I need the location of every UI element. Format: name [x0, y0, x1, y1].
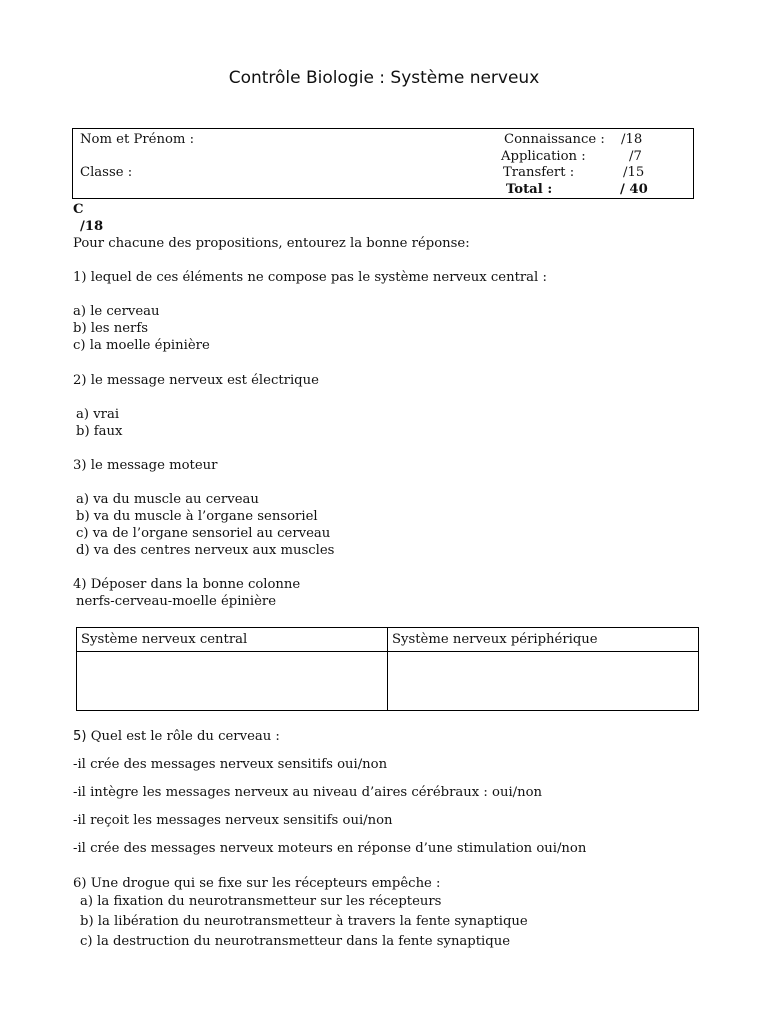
q1-option-b[interactable]: b) les nerfs: [73, 321, 149, 336]
column-header-peripheral: Système nerveux périphérique: [388, 628, 699, 652]
question-5-text: Quel est le rôle du cerveau :: [86, 729, 280, 744]
section-letter: C: [73, 202, 84, 217]
answer-cell-peripheral[interactable]: [388, 652, 699, 711]
question-4: 4) Déposer dans la bonne colonne: [73, 577, 301, 592]
q5-option-3[interactable]: -il reçoit les messages nerveux sensitifs oui/non: [73, 813, 393, 828]
question-5-number: 5): [73, 729, 87, 744]
connaissance-label: Connaissance :: [504, 132, 605, 147]
q5-option-4[interactable]: -il crée des messages nerveux moteurs en réponse d’une stimulation oui/non: [73, 841, 587, 856]
q1-option-a[interactable]: a) le cerveau: [73, 304, 160, 319]
answer-cell-central[interactable]: [77, 652, 388, 711]
page-title: Contrôle Biologie : Système nerveux: [228, 68, 540, 88]
q6-option-a[interactable]: a) la fixation du neurotransmetteur sur les récepteurs: [80, 894, 442, 909]
q6-option-c[interactable]: c) la destruction du neurotransmetteur dans la fente synaptique: [80, 934, 510, 949]
q5-option-1[interactable]: -il crée des messages nerveux sensitifs oui/non: [73, 757, 388, 772]
total-score: / 40: [620, 182, 648, 197]
class-label: Classe :: [80, 165, 133, 180]
question-3: 3) le message moteur: [73, 458, 218, 473]
section-score: /18: [80, 219, 104, 234]
q3-option-a[interactable]: a) va du muscle au cerveau: [76, 492, 259, 507]
classification-table: [76, 627, 699, 711]
question-2: 2) le message nerveux est électrique: [73, 373, 319, 388]
transfert-score: /15: [623, 165, 645, 180]
column-header-central: Système nerveux central: [77, 628, 388, 652]
connaissance-score: /18: [621, 132, 643, 147]
q6-option-b[interactable]: b) la libération du neurotransmetteur à travers la fente synaptique: [80, 914, 528, 929]
q1-option-c[interactable]: c) la moelle épinière: [73, 338, 210, 353]
name-label: Nom et Prénom :: [80, 132, 195, 147]
application-label: Application :: [501, 149, 586, 164]
q5-option-2[interactable]: -il intègre les messages nerveux au niveau d’aires cérébraux : oui/non: [73, 785, 543, 800]
question-1: 1) lequel de ces éléments ne compose pas le système nerveux central :: [73, 270, 547, 285]
q3-option-c[interactable]: c) va de l’organe sensoriel au cerveau: [76, 526, 331, 541]
q2-option-a[interactable]: a) vrai: [76, 407, 120, 422]
question-5: [73, 728, 280, 745]
q2-option-b[interactable]: b) faux: [76, 424, 123, 439]
application-score: /7: [629, 149, 642, 164]
q3-option-d[interactable]: d) va des centres nerveux aux muscles: [76, 543, 335, 558]
q4-words: nerfs-cerveau-moelle épinière: [76, 594, 277, 609]
total-label: Total :: [506, 182, 553, 197]
transfert-label: Transfert :: [503, 165, 575, 180]
q3-option-b[interactable]: b) va du muscle à l’organe sensoriel: [76, 509, 318, 524]
question-6: 6) Une drogue qui se fixe sur les récepteurs empêche :: [73, 876, 441, 891]
instruction: Pour chacune des propositions, entourez la bonne réponse:: [73, 236, 470, 251]
